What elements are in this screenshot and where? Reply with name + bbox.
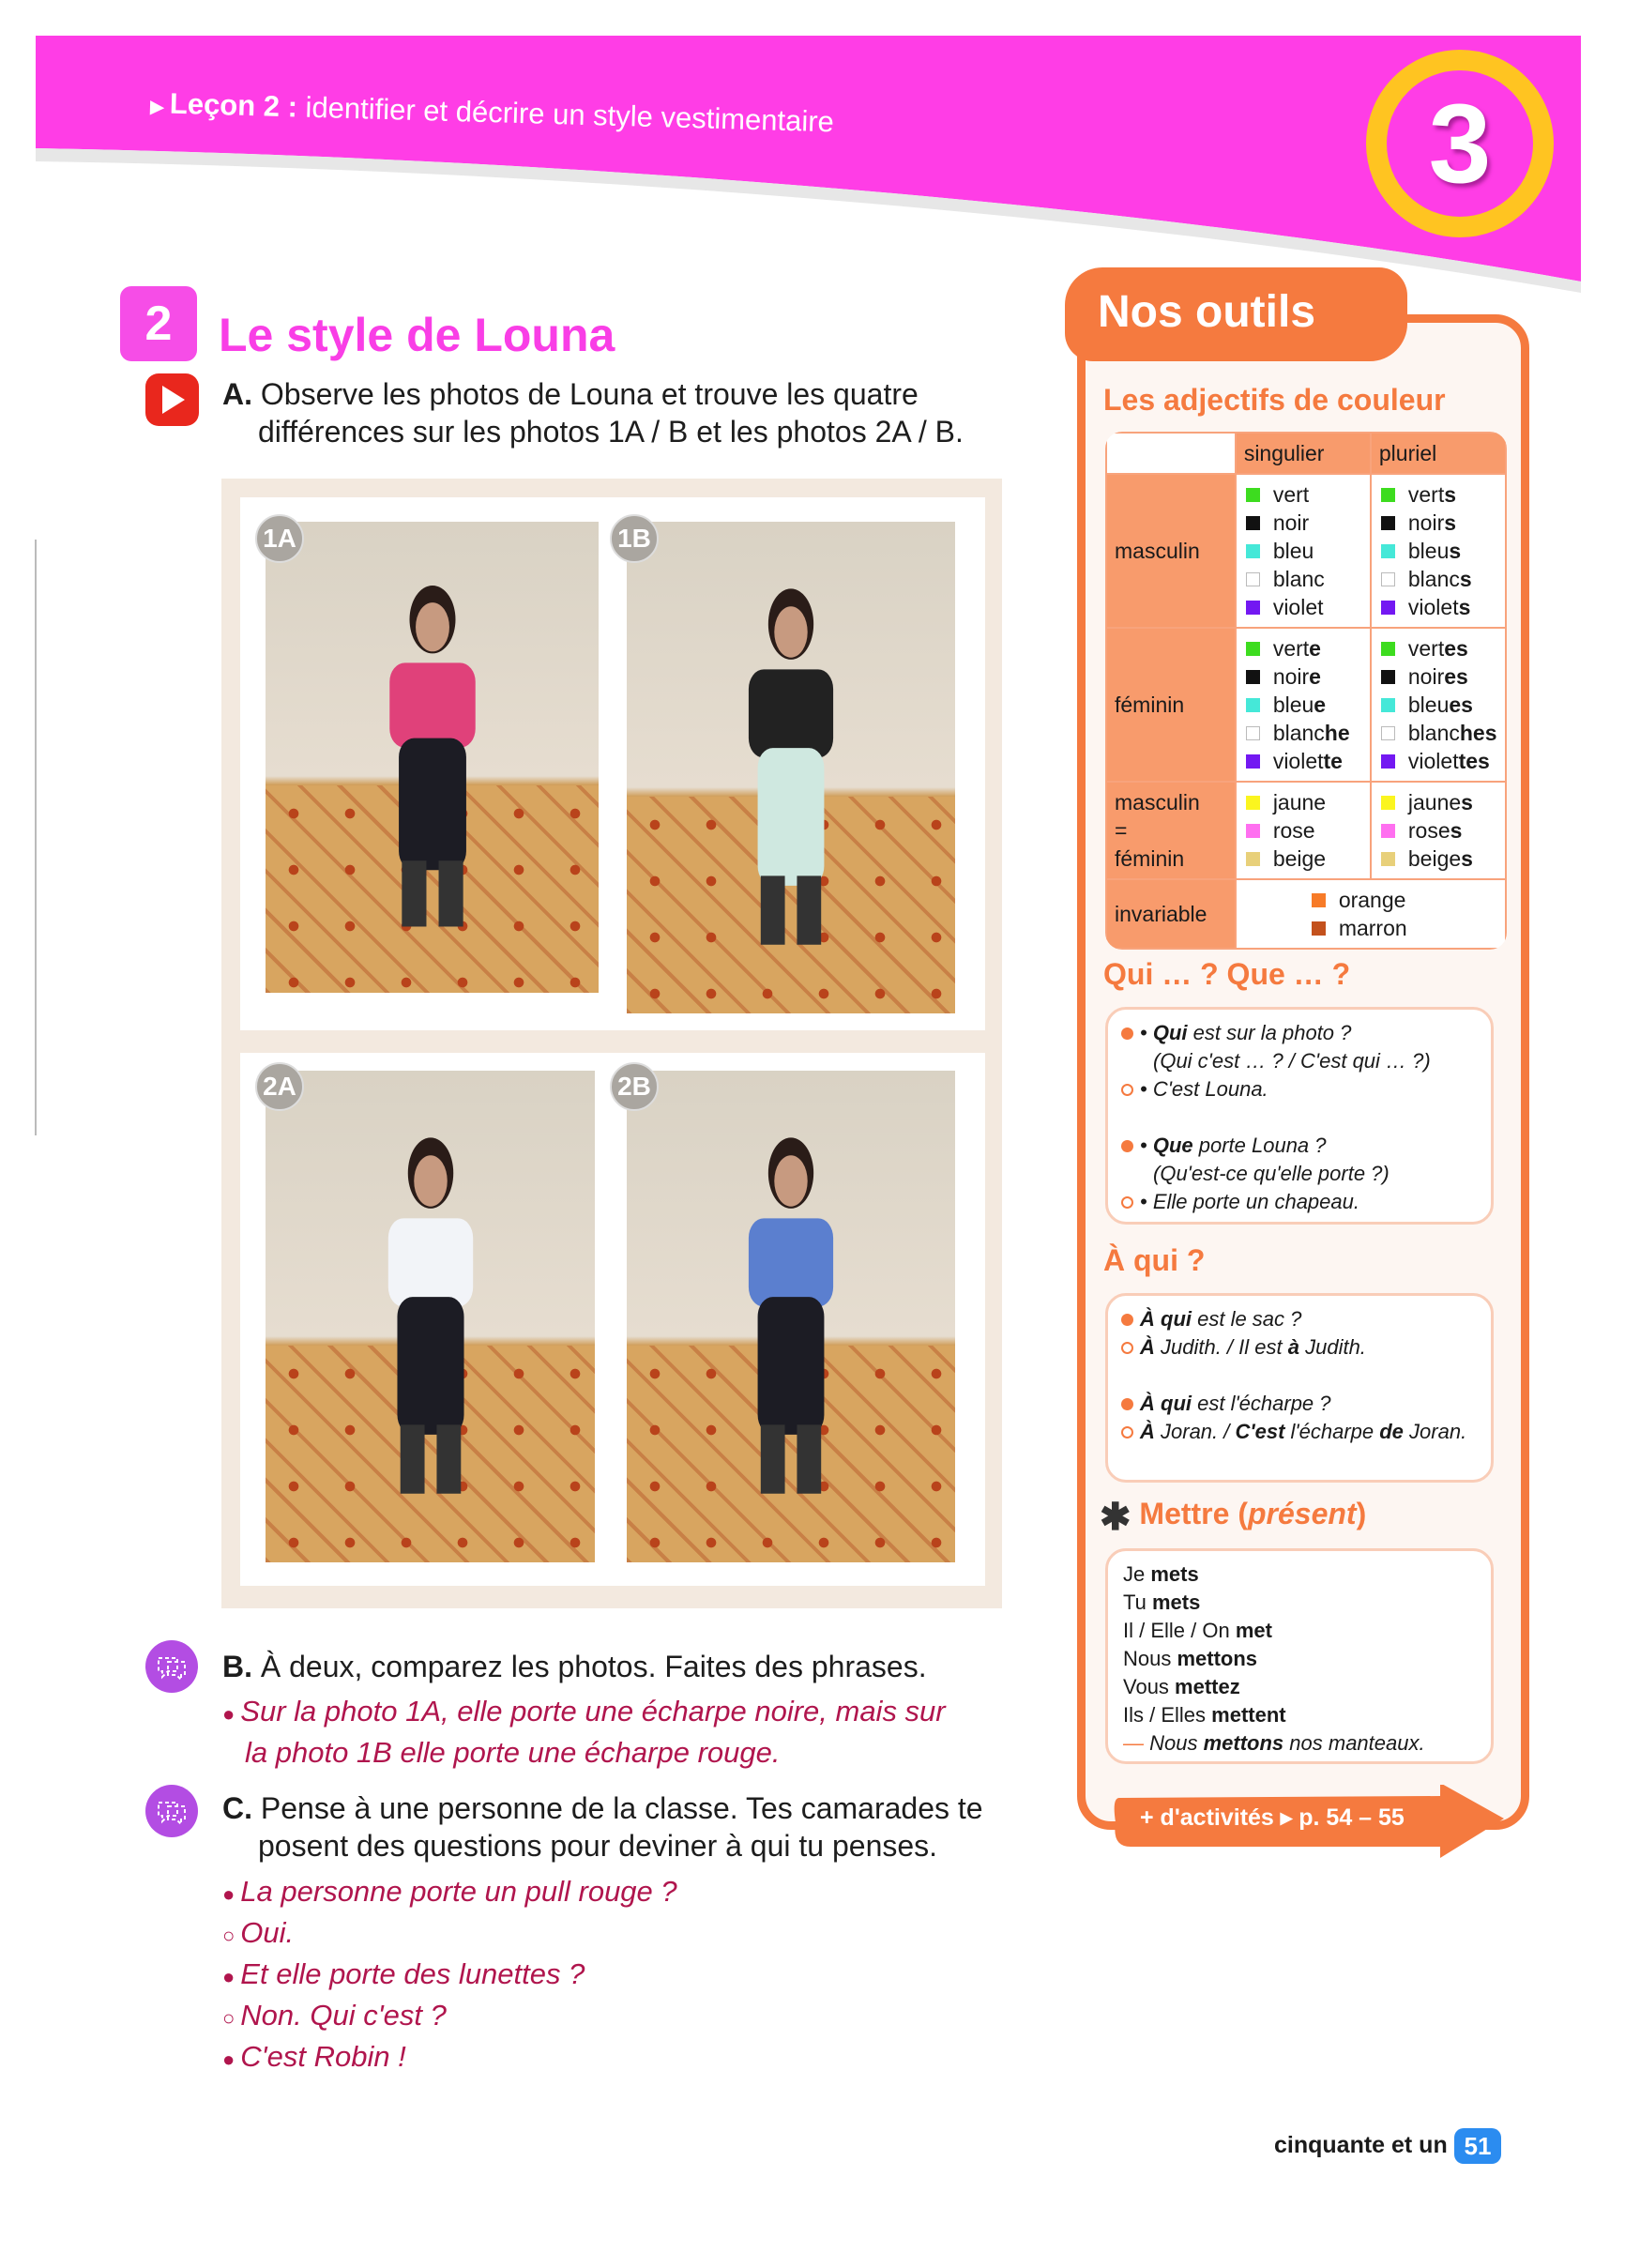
bold-word: À qui	[1140, 1307, 1192, 1331]
grammar-line	[1121, 1075, 1478, 1104]
row-label: invariable	[1106, 879, 1236, 949]
color-swatch	[1312, 921, 1326, 936]
marker	[1121, 1188, 1140, 1216]
grammar-text	[1140, 1160, 1390, 1188]
color-stem: violet	[1407, 594, 1459, 619]
photo-1A	[266, 522, 599, 993]
color-item	[1246, 788, 1370, 816]
color-item	[1381, 816, 1505, 845]
color-item	[1381, 747, 1505, 775]
grammar-line	[1121, 1019, 1478, 1047]
verb-form: mets	[1151, 1591, 1201, 1614]
photo-label: 2B	[610, 1062, 659, 1111]
text-segment: porte Louna ?	[1192, 1134, 1327, 1157]
filled-bullet: ●	[222, 1965, 235, 1988]
color-swatch	[1246, 516, 1260, 530]
activity-c-dialogue	[222, 1872, 677, 2078]
grammar-line	[1121, 1047, 1478, 1075]
color-item	[1246, 634, 1370, 662]
color-item	[1246, 537, 1370, 565]
activity-letter: B.	[222, 1650, 252, 1683]
spacer	[1121, 1362, 1478, 1390]
bold-word: À	[1140, 1335, 1155, 1359]
color-ending: tes	[1458, 748, 1490, 773]
text-segment: Nous	[1149, 1731, 1204, 1755]
pronoun: Tu	[1123, 1591, 1152, 1614]
color-ending: e	[1309, 663, 1321, 689]
color-swatch	[1246, 698, 1260, 712]
dot-mark: •	[1140, 1190, 1153, 1213]
color-ending: s	[1444, 481, 1457, 507]
row-label: masculin	[1106, 474, 1236, 628]
color-swatch	[1381, 852, 1395, 866]
color-item	[1312, 886, 1505, 914]
filled-bullet-icon	[1121, 1398, 1133, 1410]
instruction-line: À deux, comparez les photos. Faites des phrases.	[260, 1650, 927, 1683]
page-words: cinquante et un	[1274, 2132, 1448, 2158]
color-word: marron	[1338, 915, 1407, 940]
grammar-line	[1121, 1418, 1478, 1446]
color-cell	[1236, 474, 1371, 628]
color-item	[1246, 593, 1370, 621]
color-item	[1246, 816, 1370, 845]
color-stem: blanc	[1272, 720, 1325, 745]
color-swatch	[1246, 670, 1260, 684]
marker	[1121, 1132, 1140, 1160]
color-stem: bleu	[1272, 692, 1314, 717]
color-item	[1246, 662, 1370, 691]
color-stem: jaune	[1272, 789, 1327, 814]
color-item	[1246, 719, 1370, 747]
bold-word: Qui	[1152, 1021, 1188, 1044]
pronoun: Ils / Elles	[1123, 1703, 1212, 1727]
pronoun: Il / Elle / On	[1123, 1619, 1236, 1642]
mettre-tense: présent	[1247, 1497, 1357, 1530]
color-swatch	[1381, 726, 1395, 740]
color-word: orange	[1338, 887, 1406, 912]
filled-bullet-icon	[1121, 1027, 1133, 1040]
open-bullet-icon	[1121, 1342, 1133, 1354]
color-swatch	[1246, 544, 1260, 558]
verb-form: mettez	[1175, 1675, 1240, 1698]
table-row	[1106, 879, 1506, 949]
color-stem: blanc	[1272, 566, 1325, 591]
text-segment: C'est Louna.	[1152, 1077, 1268, 1101]
conjugation-example	[1123, 1729, 1478, 1758]
marker	[1121, 1019, 1140, 1047]
speech-bubbles-icon	[155, 1797, 189, 1825]
color-swatch	[1246, 852, 1260, 866]
color-swatch	[1381, 796, 1395, 810]
color-item	[1381, 691, 1505, 719]
mettre-heading-close: )	[1356, 1497, 1367, 1530]
activity-b-example	[222, 1692, 946, 1772]
conjugation-line	[1123, 1645, 1478, 1673]
color-cell	[1371, 474, 1506, 628]
text-segment: Judith.	[1298, 1335, 1366, 1359]
photo-label: 1A	[255, 514, 304, 563]
dialogue-text: La personne porte un pull rouge ?	[240, 1875, 677, 1908]
bold-word: À	[1140, 1420, 1155, 1443]
open-bullet: ○	[222, 2006, 235, 2030]
open-bullet-icon	[1121, 1196, 1133, 1209]
dialogue-line	[222, 1955, 677, 1996]
qui-que-heading: Qui … ? Que … ?	[1103, 957, 1351, 991]
verb-form: met	[1235, 1619, 1272, 1642]
color-ending: es	[1449, 692, 1473, 717]
text-segment: est sur la photo ?	[1187, 1021, 1352, 1044]
grammar-text	[1140, 1075, 1268, 1104]
colors-heading: Les adjectifs de couleur	[1103, 383, 1446, 417]
grammar-line	[1121, 1390, 1478, 1418]
dialogue-text: Oui.	[240, 1916, 295, 1949]
conjugation-line	[1123, 1701, 1478, 1729]
a-qui-box	[1105, 1293, 1494, 1483]
color-item	[1381, 537, 1505, 565]
photo-label: 1B	[610, 514, 659, 563]
grammar-text	[1140, 1132, 1327, 1160]
pronoun: Nous	[1123, 1647, 1177, 1670]
color-ending: te	[1323, 748, 1343, 773]
bullet: ●	[222, 1702, 235, 1726]
dialogue-line	[222, 1996, 677, 2037]
grammar-text	[1140, 1418, 1466, 1446]
pronoun: Je	[1123, 1562, 1151, 1586]
color-cell	[1371, 628, 1506, 782]
speech-bubbles-icon	[155, 1652, 189, 1681]
color-item	[1381, 662, 1505, 691]
more-activities-link[interactable]	[1112, 1785, 1506, 1852]
color-swatch	[1381, 754, 1395, 769]
grammar-text	[1140, 1305, 1301, 1333]
row-label: masculin = féminin	[1106, 782, 1236, 879]
instruction-line: Pense à une personne de la classe. Tes camarades te	[260, 1791, 983, 1825]
color-swatch	[1381, 488, 1395, 502]
pair-work-icon	[145, 1785, 198, 1837]
dialogue-text: C'est Robin !	[240, 2040, 406, 2073]
table-row	[1106, 474, 1506, 628]
color-ending: s	[1461, 789, 1473, 814]
conjugation-line	[1123, 1673, 1478, 1701]
text-segment: est l'écharpe ?	[1192, 1392, 1331, 1415]
color-item	[1246, 509, 1370, 537]
color-stem: vert	[1272, 635, 1310, 661]
color-item	[1381, 634, 1505, 662]
text-segment: (Qui c'est … ? / C'est qui … ?)	[1153, 1049, 1431, 1073]
color-ending: s	[1459, 566, 1472, 591]
girl-figure	[356, 578, 509, 955]
color-stem: vert	[1272, 481, 1310, 507]
page-number: 51	[1454, 2128, 1501, 2164]
text-segment: l'écharpe	[1284, 1420, 1380, 1443]
bold-word: de	[1379, 1420, 1404, 1443]
margin-line	[35, 540, 37, 1135]
dialogue-line	[222, 1913, 677, 1955]
dot-mark: •	[1140, 1134, 1153, 1157]
filled-bullet: ●	[222, 1882, 235, 1906]
color-ending: s	[1444, 510, 1457, 535]
color-item	[1312, 914, 1505, 942]
color-ending: hes	[1459, 720, 1497, 745]
instruction-line: Observe les photos de Louna et trouve les quatre	[260, 377, 919, 411]
verb-form: mettons	[1177, 1647, 1258, 1670]
triangle-icon: ▶	[149, 97, 171, 118]
color-item	[1246, 845, 1370, 873]
color-item	[1381, 593, 1505, 621]
color-swatch	[1246, 726, 1260, 740]
color-item	[1246, 565, 1370, 593]
color-item	[1246, 691, 1370, 719]
example-line: la photo 1B elle porte une écharpe rouge.	[245, 1736, 781, 1769]
spacer	[1121, 1104, 1478, 1132]
color-item	[1381, 565, 1505, 593]
grammar-text	[1140, 1188, 1359, 1216]
color-stem: noir	[1272, 510, 1310, 535]
filled-bullet-icon	[1121, 1140, 1133, 1152]
color-stem: rose	[1272, 817, 1315, 843]
color-stem: jaune	[1407, 789, 1462, 814]
dot-mark: •	[1140, 1077, 1153, 1101]
marker	[1121, 1418, 1140, 1446]
girl-figure	[716, 581, 867, 974]
bold-word: à	[1287, 1335, 1299, 1359]
color-stem: vert	[1407, 635, 1445, 661]
text-segment: Elle porte un chapeau.	[1152, 1190, 1359, 1213]
text-segment: Joran. /	[1154, 1420, 1236, 1443]
color-cell	[1236, 879, 1506, 949]
color-swatch	[1381, 698, 1395, 712]
mettre-conjugation-box	[1105, 1548, 1494, 1764]
color-stem: beige	[1407, 845, 1462, 871]
tools-title: Nos outils	[1065, 267, 1407, 361]
color-ending: e	[1309, 635, 1321, 661]
bold-word: C'est	[1235, 1420, 1285, 1443]
girl-figure	[716, 1130, 867, 1523]
asterisk-icon: ✱	[1100, 1497, 1131, 1538]
color-swatch	[1381, 642, 1395, 656]
activity-b-instruction	[222, 1648, 927, 1685]
color-item	[1381, 845, 1505, 873]
conjugation-line	[1123, 1617, 1478, 1645]
marker	[1121, 1390, 1140, 1418]
play-icon	[159, 384, 187, 416]
color-swatch	[1381, 601, 1395, 615]
column-header: singulier	[1236, 433, 1371, 474]
header-empty	[1106, 433, 1236, 474]
color-swatch	[1246, 601, 1260, 615]
filled-bullet: ●	[222, 2047, 235, 2071]
table-header-row	[1106, 433, 1506, 474]
text-segment: nos manteaux.	[1283, 1731, 1425, 1755]
dialogue-line	[222, 2037, 677, 2078]
text-segment: Judith. / Il est	[1154, 1335, 1288, 1359]
bold-word: Que	[1152, 1134, 1193, 1157]
conjugation-line	[1123, 1589, 1478, 1617]
color-swatch	[1246, 572, 1260, 586]
color-cell	[1371, 782, 1506, 879]
text-segment: (Qu'est-ce qu'elle porte ?)	[1153, 1162, 1390, 1185]
dot-mark: •	[1140, 1021, 1153, 1044]
color-stem: noir	[1272, 663, 1310, 689]
color-ending: s	[1449, 538, 1462, 563]
color-ending: e	[1314, 692, 1327, 717]
mettre-heading	[1100, 1496, 1366, 1539]
dialogue-text: Et elle porte des lunettes ?	[240, 1957, 585, 1990]
color-stem: noir	[1407, 510, 1445, 535]
color-stem: bleu	[1407, 692, 1450, 717]
open-bullet-icon	[1121, 1426, 1133, 1438]
color-ending: s	[1458, 594, 1471, 619]
color-stem: violet	[1272, 748, 1324, 773]
color-stem: vert	[1407, 481, 1445, 507]
unit-number-badge: 3	[1366, 50, 1554, 237]
photo-2A	[266, 1071, 595, 1562]
color-stem: bleu	[1272, 538, 1314, 563]
grammar-line	[1121, 1305, 1478, 1333]
color-ending: es	[1444, 635, 1468, 661]
dialogue-text: Non. Qui c'est ?	[240, 1999, 447, 2032]
color-stem: beige	[1272, 845, 1327, 871]
color-item	[1246, 747, 1370, 775]
color-swatch	[1246, 642, 1260, 656]
photo-1B	[627, 522, 955, 1013]
pair-work-icon	[145, 1640, 198, 1693]
color-stem: blanc	[1407, 720, 1460, 745]
color-ending: he	[1324, 720, 1350, 745]
grammar-text	[1140, 1390, 1331, 1418]
color-swatch	[1246, 824, 1260, 838]
color-ending: s	[1461, 845, 1473, 871]
instruction-line: différences sur les photos 1A / B et les photos 2A / B.	[258, 415, 964, 449]
color-adjectives-table	[1105, 432, 1507, 950]
dash: —	[1123, 1731, 1150, 1755]
marker	[1121, 1075, 1140, 1104]
grammar-text	[1140, 1047, 1431, 1075]
a-qui-heading: À qui ?	[1103, 1243, 1206, 1277]
marker	[1121, 1333, 1140, 1362]
open-bullet-icon	[1121, 1084, 1133, 1096]
play-video-button[interactable]	[145, 373, 199, 426]
color-swatch	[1381, 824, 1395, 838]
open-bullet: ○	[222, 1924, 235, 1947]
color-swatch	[1246, 488, 1260, 502]
color-item	[1381, 509, 1505, 537]
color-swatch	[1246, 754, 1260, 769]
text-segment: est le sac ?	[1192, 1307, 1302, 1331]
example-line: Sur la photo 1A, elle porte une écharpe noire, mais sur	[240, 1695, 946, 1728]
color-item	[1381, 719, 1505, 747]
photo-label: 2A	[255, 1062, 304, 1111]
color-cell	[1236, 782, 1371, 879]
lesson-label: Leçon 2 :	[169, 86, 298, 124]
lesson-text: identifier et décrire un style vestimentaire	[305, 90, 835, 139]
row-label: féminin	[1106, 628, 1236, 782]
color-ending: s	[1450, 817, 1463, 843]
grammar-line	[1121, 1132, 1478, 1160]
grammar-text	[1140, 1333, 1366, 1362]
activity-c-instruction	[222, 1789, 983, 1865]
verb-form: mets	[1150, 1562, 1199, 1586]
pronoun: Vous	[1123, 1675, 1176, 1698]
color-ending: es	[1444, 663, 1468, 689]
activity-letter: C.	[222, 1791, 252, 1825]
table-row	[1106, 782, 1506, 879]
color-swatch	[1312, 893, 1326, 907]
conjugation-line	[1123, 1560, 1478, 1589]
marker	[1121, 1305, 1140, 1333]
verb-form: mettons	[1203, 1731, 1284, 1755]
color-stem: noir	[1407, 663, 1445, 689]
text-segment: Joran.	[1403, 1420, 1467, 1443]
bold-word: À qui	[1140, 1392, 1192, 1415]
color-stem: bleu	[1407, 538, 1450, 563]
color-stem: violet	[1407, 748, 1459, 773]
color-item	[1381, 788, 1505, 816]
color-cell	[1236, 628, 1371, 782]
table-row	[1106, 628, 1506, 782]
grammar-line	[1121, 1188, 1478, 1216]
qui-que-box	[1105, 1007, 1494, 1225]
color-swatch	[1381, 670, 1395, 684]
color-stem: rose	[1407, 817, 1450, 843]
mettre-heading-text: Mettre (	[1139, 1497, 1248, 1530]
color-swatch	[1246, 796, 1260, 810]
color-swatch	[1381, 572, 1395, 586]
photo-2B	[627, 1071, 955, 1562]
color-swatch	[1381, 516, 1395, 530]
grammar-line	[1121, 1333, 1478, 1362]
color-stem: violet	[1272, 594, 1324, 619]
section-number-badge: 2	[120, 286, 197, 361]
more-activities-label[interactable]: + d'activités ▸ p. 54 – 55	[1140, 1804, 1405, 1831]
girl-figure	[355, 1130, 506, 1523]
grammar-line	[1121, 1160, 1478, 1188]
activity-a-instruction	[222, 375, 964, 450]
section-title: Le style de Louna	[219, 309, 615, 361]
filled-bullet-icon	[1121, 1314, 1133, 1326]
grammar-text	[1140, 1019, 1351, 1047]
verb-form: mettent	[1211, 1703, 1286, 1727]
column-header: pluriel	[1371, 433, 1506, 474]
color-item	[1381, 480, 1505, 509]
color-stem: blanc	[1407, 566, 1460, 591]
dialogue-line	[222, 1872, 677, 1913]
color-item	[1246, 480, 1370, 509]
instruction-line: posent des questions pour deviner à qui tu penses.	[258, 1829, 938, 1863]
color-swatch	[1381, 544, 1395, 558]
activity-letter: A.	[222, 377, 252, 411]
